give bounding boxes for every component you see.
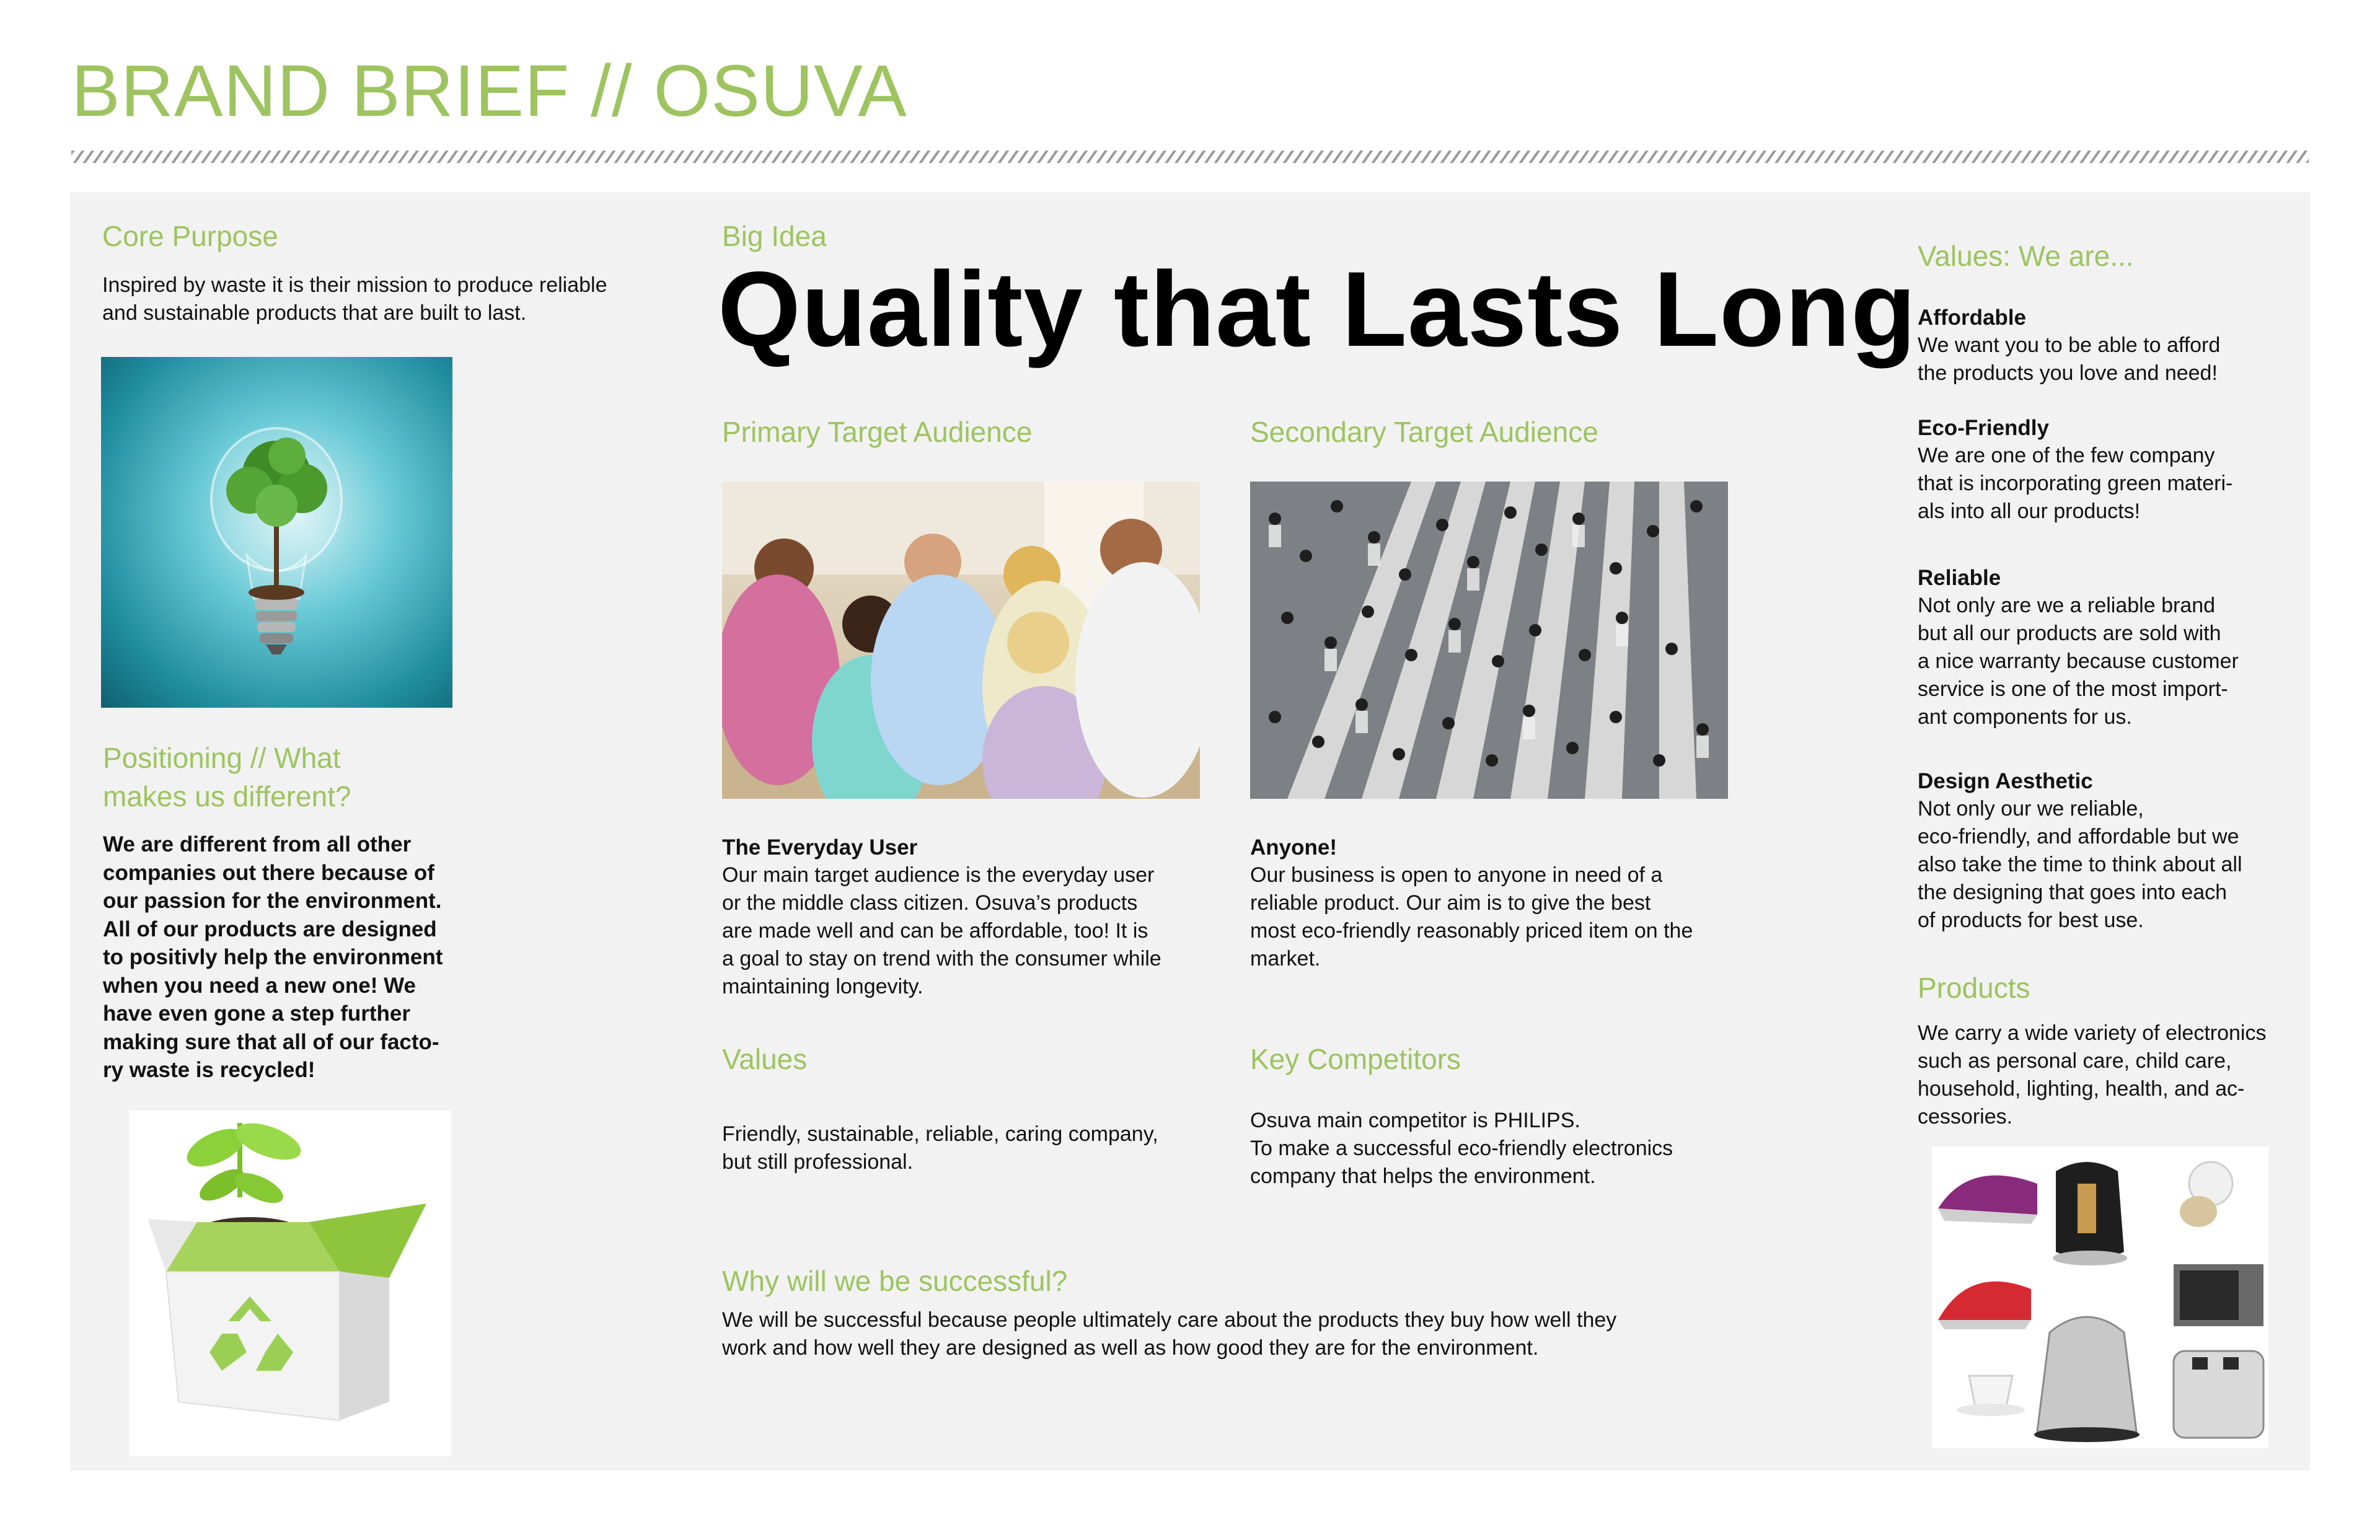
values-we-are-heading: Values: We are...	[1918, 240, 2134, 272]
key-competitors-text: Osuva main competitor is PHILIPS. To make a successful eco-friendly electronics company that helps the environment.	[1250, 1109, 1673, 1188]
value-affordable: Affordable We want you to be able to afford the products you love and need!	[1918, 306, 2221, 385]
positioning-heading: Positioning // What makes us different?	[103, 742, 351, 812]
core-purpose-text: Inspired by waste it is their mission to produce reliable and sustainable products that are built to last.	[102, 273, 607, 325]
family-group-photo	[722, 482, 1200, 799]
crowd-crosswalk-photo	[1250, 482, 1728, 799]
primary-audience-subhead: The Everyday User	[722, 835, 918, 860]
secondary-audience-text: Anyone! Our business is open to anyone in need of a reliable product. Our aim is to give the best most eco-friendly reasonably priced item on the market.	[1250, 834, 1746, 973]
products-collage-image	[1932, 1146, 2268, 1448]
hatched-divider	[71, 151, 2309, 163]
secondary-audience-subhead: Anyone!	[1250, 835, 1337, 860]
secondary-audience-heading: Secondary Target Audience	[1250, 416, 1598, 448]
big-idea-label: Big Idea	[722, 220, 827, 252]
key-competitors-heading: Key Competitors	[1250, 1043, 1461, 1075]
values-heading: Values	[722, 1043, 808, 1075]
products-heading: Products	[1918, 972, 2030, 1004]
core-purpose-heading: Core Purpose	[102, 220, 278, 252]
lightbulb-tree-image	[101, 357, 452, 708]
value-reliable: Reliable Not only are we a reliable brand but all our products are sold with a nice warranty because customer service is one of the most import- ant components for us.	[1918, 566, 2239, 729]
value-eco-friendly: Eco-Friendly We are one of the few company that is incorporating green materi- als into all our products!	[1918, 416, 2233, 523]
products-text: We carry a wide variety of electronics such as personal care, child care, household, lighting, health, and ac- cessories.	[1918, 1021, 2267, 1129]
primary-audience-heading: Primary Target Audience	[722, 416, 1033, 448]
big-idea-headline: Quality that Lasts Long	[718, 250, 1917, 369]
success-text: We will be successful because people ultimately care about the products they buy how well they work and how well they are designed as well as how good they are for the environment.	[722, 1308, 1617, 1360]
primary-audience-text: The Everyday User Our main target audience is the everyday user or the middle class citizen. Osuva’s products are made well and can be affordable, too! It is a goal to stay on trend with the consumer while maintaining longevity.	[722, 834, 1218, 1001]
page-title: BRAND BRIEF // OSUVA	[71, 50, 907, 132]
positioning-text: We are different from all other companies out there because of our passion for the environment. All of our products are designed to positivly help the environment when you need a new one! We have even gone a step further making sure that all of our facto- ry waste is recycled!	[103, 832, 443, 1082]
success-heading: Why will we be successful?	[722, 1265, 1068, 1297]
values-text: Friendly, sustainable, reliable, caring company, but still professional.	[722, 1122, 1158, 1174]
value-design-aesthetic: Design Aesthetic Not only our we reliable, eco-friendly, and affordable but we also take the time to think about all the designing that goes into each of products for best use.	[1918, 769, 2242, 932]
recycle-box-plant-image	[129, 1111, 451, 1456]
